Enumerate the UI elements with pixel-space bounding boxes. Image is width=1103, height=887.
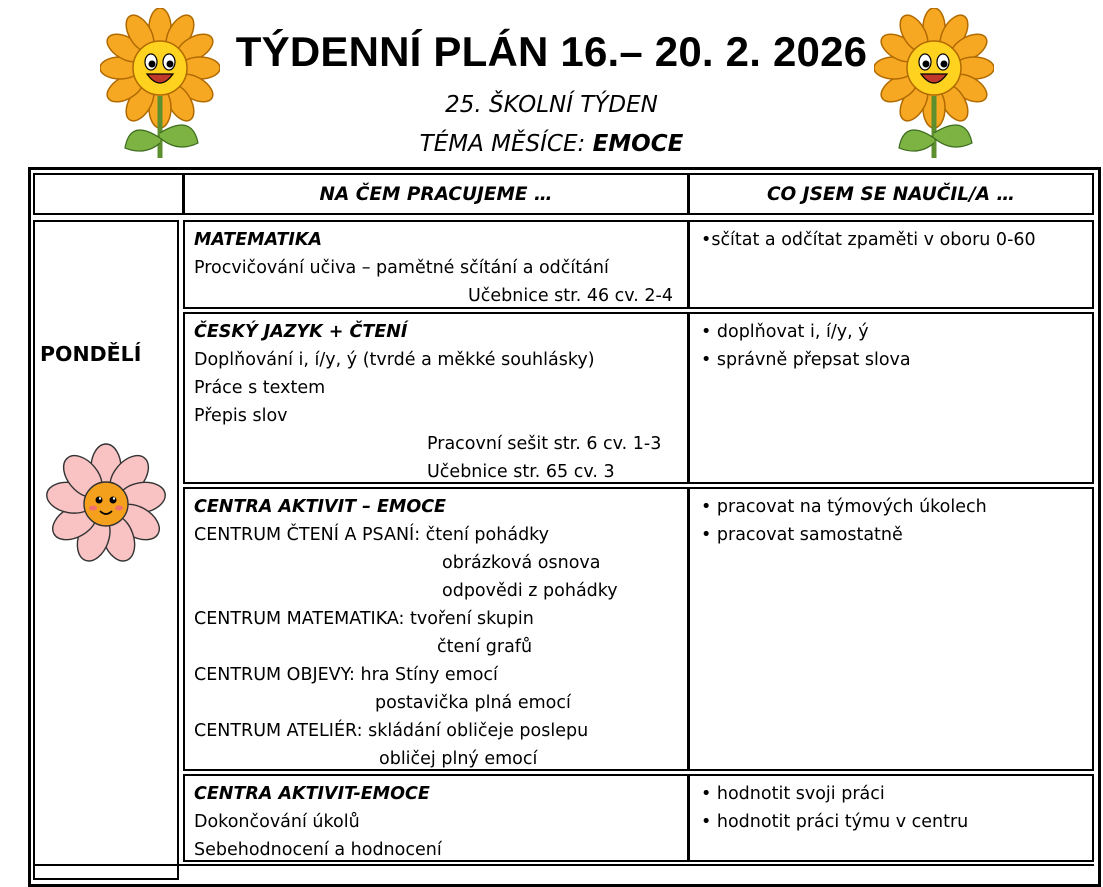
task-line: CENTRUM ATELIÉR: skládání obličeje poslepu	[194, 721, 589, 741]
page-title: TÝDENNÍ PLÁN 16.– 20. 2. 2026	[235, 28, 868, 75]
task-line: CENTRUM MATEMATIKA: tvoření skupin	[194, 609, 534, 629]
header-corner-cell	[33, 173, 184, 215]
theme-value: EMOCE	[592, 131, 684, 157]
theme-subtitle	[0, 131, 1103, 157]
learned-item: • pracovat na týmových úkolech	[701, 497, 987, 517]
task-line: Doplňování i, í/y, ý (tvrdé a měkké souhlásky)	[194, 350, 595, 370]
task-line: čtení grafů	[437, 637, 533, 657]
subject-title: ČESKÝ JAZYK + ČTENÍ	[194, 322, 408, 342]
learned-item: • správně přepsat slova	[701, 350, 911, 370]
week-subtitle: 25. ŠKOLNÍ TÝDEN	[445, 92, 658, 118]
task-line: odpovědi z pohádky	[442, 581, 618, 601]
learned-item: • doplňovat i, í/y, ý	[701, 322, 869, 342]
subject-title: CENTRA AKTIVIT – EMOCE	[194, 497, 447, 517]
learned-item: • hodnotit práci týmu v centru	[701, 812, 969, 832]
learned-cell-centers-review	[688, 774, 1094, 862]
col-work-label: NA ČEM PRACUJEME …	[319, 183, 553, 205]
reference-line: Pracovní sešit str. 6 cv. 1-3	[427, 434, 662, 454]
work-cell-math	[183, 220, 689, 309]
reference-line: Učebnice str. 46 cv. 2-4	[467, 286, 673, 306]
header-learned-cell	[688, 173, 1094, 215]
next-row-divider	[33, 864, 1094, 866]
learned-item: • pracovat samostatně	[701, 525, 903, 545]
subject-title: MATEMATIKA	[194, 230, 323, 250]
task-line: Práce s textem	[194, 378, 326, 398]
learned-cell-math	[688, 220, 1094, 309]
task-line: CENTRUM ČTENÍ A PSANÍ: čtení pohádky	[194, 525, 550, 545]
work-cell-centers	[183, 487, 689, 771]
col-learned-label: CO JSEM SE NAUČIL/A …	[766, 183, 1016, 205]
work-cell-centers-review	[183, 774, 689, 862]
learned-item: •sčítat a odčítat zpaměti v oboru 0-60	[701, 230, 1036, 250]
task-line: CENTRUM OBJEVY: hra Stíny emocí	[194, 665, 498, 685]
learned-item: • hodnotit svoji práci	[701, 784, 885, 804]
learned-cell-centers	[688, 487, 1094, 771]
task-line: Přepis slov	[194, 406, 288, 426]
reference-line: Učebnice str. 65 cv. 3	[427, 462, 615, 482]
day-label: PONDĚLÍ	[40, 342, 142, 366]
task-line: Dokončování úkolů	[194, 812, 360, 832]
task-line: obličej plný emocí	[379, 749, 538, 769]
task-line: Procvičování učiva – pamětné sčítání a odčítání	[194, 258, 609, 278]
theme-label: TÉMA MĚSÍCE:	[419, 131, 586, 157]
header-work-cell	[183, 173, 689, 215]
task-line: Sebehodnocení a hodnocení	[194, 840, 442, 860]
task-line: obrázková osnova	[442, 553, 601, 573]
learned-cell-czech	[688, 312, 1094, 484]
task-line: postavička plná emocí	[375, 693, 571, 713]
work-cell-czech	[183, 312, 689, 484]
subject-title: CENTRA AKTIVIT-EMOCE	[194, 784, 430, 804]
pink-flower-icon	[44, 442, 168, 566]
